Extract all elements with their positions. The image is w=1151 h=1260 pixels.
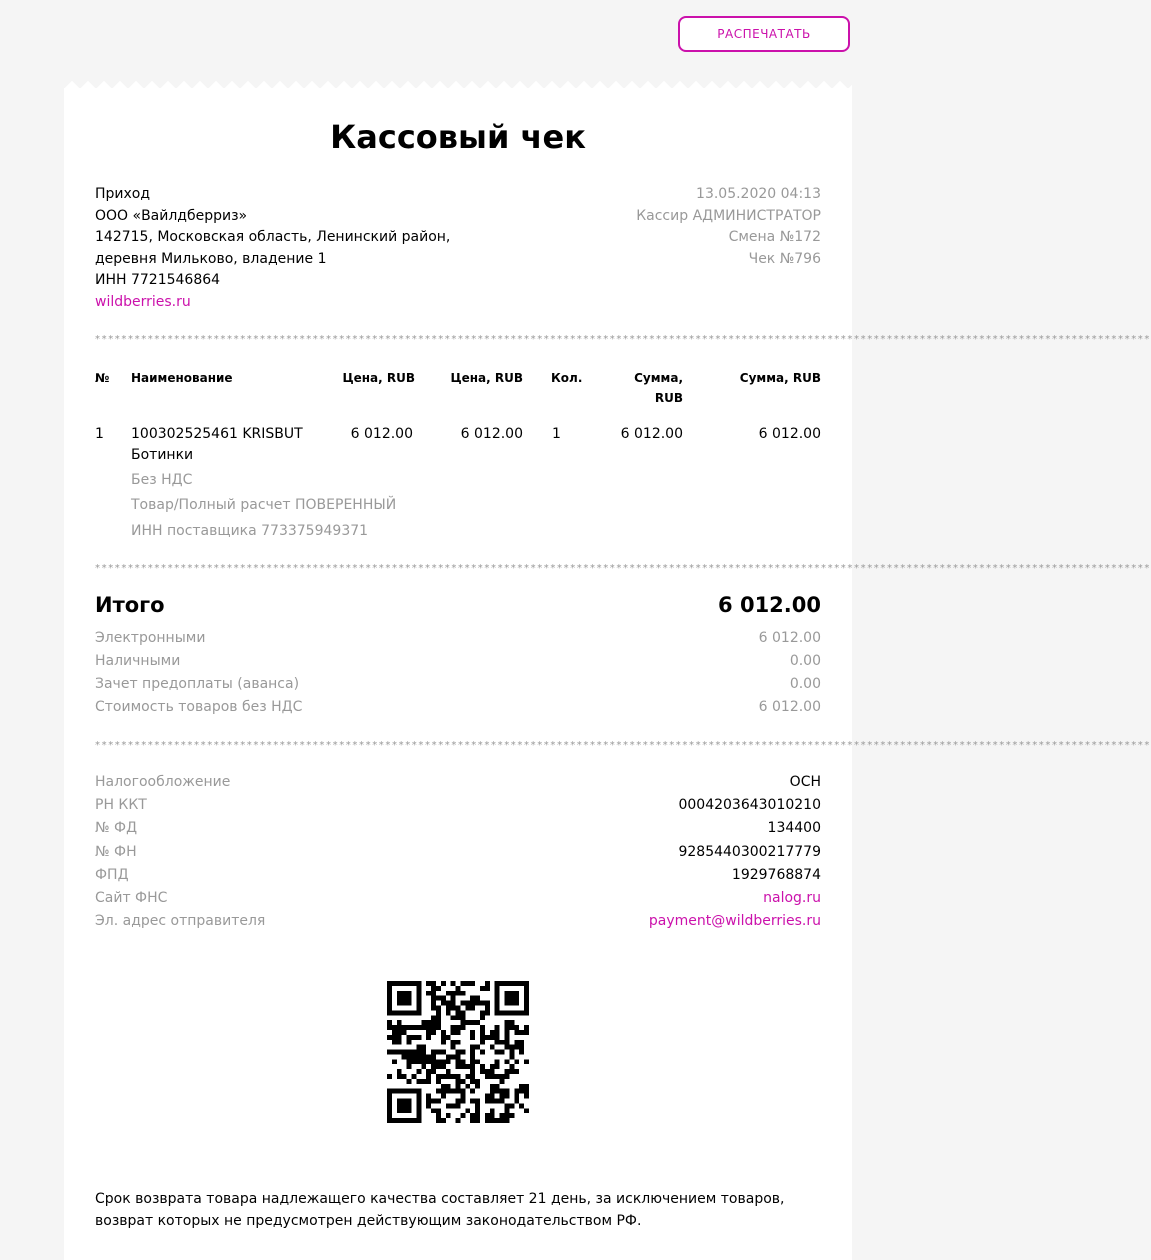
item-name	[131, 424, 303, 466]
company-name: ООО «Вайлдберриз»	[95, 207, 248, 224]
operation-type: Приход	[95, 186, 151, 202]
check-number: Чек №796	[748, 250, 821, 267]
receipt-title: Кассовый чек	[330, 118, 586, 156]
payment-label: Электронными	[95, 630, 206, 646]
item-sum-2: 6 012.00	[758, 426, 821, 442]
seller-info	[95, 184, 450, 313]
col-header-number: №	[95, 371, 110, 385]
fns-site-link[interactable]: nalog.ru	[763, 890, 821, 906]
print-button[interactable]: РАСПЕЧАТАТЬ	[678, 16, 850, 52]
divider: ****************************************************************************************************************************************************************	[95, 740, 1151, 751]
fiscal-row	[95, 913, 821, 936]
seller-site-link[interactable]: wildberries.ru	[95, 293, 191, 310]
item-payment-type: Товар/Полный расчет ПОВЕРЕННЫЙ	[131, 497, 397, 513]
return-policy-note: Срок возврата товара надлежащего качества составляет 21 день, за исключением товаров, возврат которых не предусмотрен действующим законодательством РФ.	[95, 1191, 785, 1229]
col-header-sum-line2: RUB	[654, 391, 683, 405]
item-number: 1	[95, 426, 104, 442]
payment-value: 6 012.00	[758, 630, 821, 646]
item-name-line2: Ботинки	[131, 447, 194, 463]
seller-inn: ИНН 7721546864	[95, 272, 221, 288]
fiscal-row	[95, 797, 821, 820]
fiscal-value: 0004203643010210	[678, 797, 821, 813]
sender-email-link[interactable]: payment@wildberries.ru	[648, 913, 821, 929]
item-sum: 6 012.00	[620, 426, 683, 442]
fiscal-label: Эл. адрес отправителя	[95, 913, 266, 929]
shift-number: Смена №172	[728, 229, 821, 245]
cashier: Кассир АДМИНИСТРАТОР	[636, 207, 821, 224]
fiscal-row	[95, 867, 821, 890]
receipt-datetime: 13.05.2020 04:13	[696, 186, 821, 202]
col-header-sum-2: Сумма, RUB	[739, 371, 821, 385]
item-vat: Без НДС	[131, 472, 193, 488]
col-header-sum-line1: Сумма,	[634, 371, 683, 385]
item-price-2: 6 012.00	[460, 426, 523, 442]
fiscal-value: 1929768874	[731, 867, 821, 883]
payment-label: Зачет предоплаты (аванса)	[95, 676, 300, 692]
item-name-line1: 100302525461 KRISBUT	[131, 426, 303, 442]
qr-code-icon	[387, 981, 529, 1123]
fiscal-row	[95, 890, 821, 913]
col-header-price-2: Цена, RUB	[450, 371, 523, 385]
payment-value: 6 012.00	[758, 699, 821, 715]
divider: ****************************************************************************************************************************************************************	[95, 563, 1151, 574]
fiscal-label: № ФН	[95, 844, 137, 860]
total-label: Итого	[95, 593, 165, 617]
total-value: 6 012.00	[718, 593, 821, 617]
payment-label: Наличными	[95, 653, 181, 669]
fiscal-row	[95, 774, 821, 797]
fiscal-label: Сайт ФНС	[95, 890, 168, 906]
col-header-sum	[585, 368, 683, 408]
col-header-price: Цена, RUB	[342, 371, 415, 385]
item-price: 6 012.00	[350, 426, 413, 442]
payment-row	[95, 676, 821, 699]
receipt	[64, 88, 1151, 1260]
col-header-name: Наименование	[131, 371, 233, 385]
col-header-qty: Кол.	[551, 371, 583, 385]
fiscal-label: Налогообложение	[95, 774, 231, 790]
fiscal-row	[95, 844, 821, 867]
payment-row	[95, 630, 821, 653]
payment-row	[95, 653, 821, 676]
receipt-meta	[636, 184, 821, 270]
fiscal-value: 9285440300217779	[678, 844, 821, 860]
payment-row	[95, 699, 821, 722]
fiscal-label: ФПД	[95, 867, 129, 883]
fiscal-row	[95, 820, 821, 843]
item-supplier-inn: ИНН поставщика 773375949371	[131, 523, 369, 539]
address-line-1: 142715, Московская область, Ленинский район,	[95, 229, 451, 245]
fiscal-value: ОСН	[789, 774, 821, 790]
payment-label: Стоимость товаров без НДС	[95, 699, 303, 715]
fiscal-label: РН ККТ	[95, 797, 147, 813]
address-line-2: деревня Мильково, владение 1	[95, 250, 327, 267]
fiscal-value: 134400	[767, 820, 821, 836]
payment-value: 0.00	[789, 676, 821, 692]
divider: ****************************************************************************************************************************************************************	[95, 334, 1151, 345]
payment-value: 0.00	[789, 653, 821, 669]
item-qty: 1	[552, 426, 561, 442]
fiscal-label: № ФД	[95, 820, 137, 836]
